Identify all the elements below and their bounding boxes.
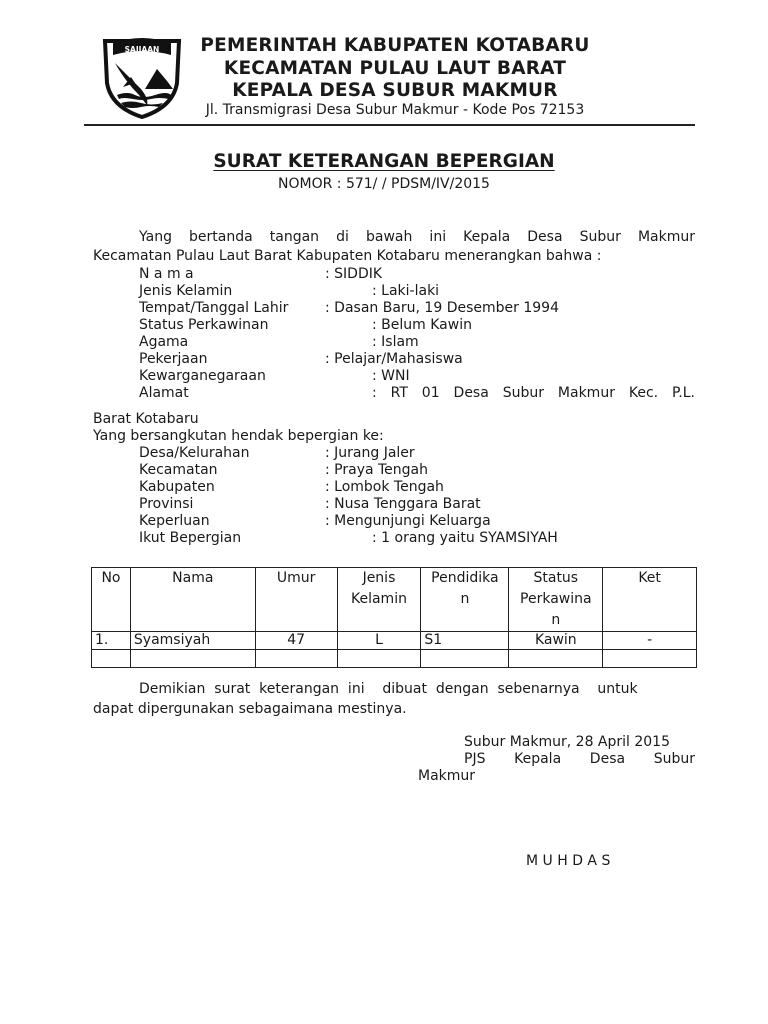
intro-line-1: Yang bertanda tangan di bawah ini Kepala Desa Subur Makmur [139,229,695,245]
table-header-cell: Umur [255,568,337,632]
table-row [92,650,697,668]
table-header-cell: Pendidika n [421,568,509,632]
person-label: Kewarganegaraan [139,368,266,384]
travel-value: : 1 orang yaitu SYAMSIYAH [372,530,558,546]
header-government: PEMERINTAH KABUPATEN KOTABARU [200,35,590,56]
person-label: N a m a [139,266,194,282]
person-value: : WNI [372,368,410,384]
header-rule [84,124,695,126]
table-cell: Kawin [509,632,603,650]
travel-value: : Lombok Tengah [325,479,444,495]
signature-place-date: Subur Makmur, 28 April 2015 [464,734,671,750]
person-value: : Dasan Baru, 19 Desember 1994 [325,300,559,316]
travel-label: Desa/Kelurahan [139,445,250,461]
intro-line-2: Kecamatan Pulau Laut Barat Kabupaten Kotabaru menerangkan bahwa : [93,248,602,264]
travel-label: Kecamatan [139,462,218,478]
table-cell: 47 [255,632,337,650]
person-label: Agama [139,334,189,350]
table-cell [603,650,697,668]
regency-logo [101,33,183,119]
table-header-cell: No [92,568,131,632]
person-value: : Belum Kawin [372,317,472,333]
person-value: : Islam [372,334,419,350]
person-value: : RT 01 Desa Subur Makmur Kec. P.L. [372,385,695,401]
travel-value: : Nusa Tenggara Barat [325,496,481,512]
travel-value: : Praya Tengah [325,462,429,478]
person-label: Status Perkawinan [139,317,269,333]
header-district: KECAMATAN PULAU LAUT BARAT [223,58,567,79]
document-number: NOMOR : 571/ / PDSM/IV/2015 [278,176,490,192]
signature-position-line-1: PJS Kepala Desa Subur [464,751,695,767]
signatory-name: M U H D A S [526,853,611,869]
table-cell [255,650,337,668]
person-label: Tempat/Tanggal Lahir [139,300,289,316]
header-village-head: KEPALA DESA SUBUR MAKMUR [232,80,558,101]
table-cell: 1. [92,632,131,650]
table-row [92,632,697,650]
table-cell: S1 [421,632,509,650]
document-title: SURAT KETERANGAN BEPERGIAN [213,151,555,172]
table-cell: - [603,632,697,650]
table-header-row [92,568,697,632]
travel-label: Provinsi [139,496,194,512]
travel-label: Ikut Bepergian [139,530,242,546]
logo-text: SAIJAAN [124,45,160,54]
table-cell [509,650,603,668]
person-label: Pekerjaan [139,351,208,367]
table-cell: L [337,632,421,650]
travel-intro: Yang bersangkutan hendak bepergian ke: [93,428,384,444]
table-cell [92,650,131,668]
table-cell [130,650,255,668]
table-cell: Syamsiyah [130,632,255,650]
closing-line-2: dapat dipergunakan sebagaimana mestinya. [93,701,407,717]
header-address: Jl. Transmigrasi Desa Subur Makmur - Kode Pos 72153 [205,102,585,118]
table-header-cell: Nama [130,568,255,632]
travel-value: : Jurang Jaler [325,445,415,461]
travel-label: Kabupaten [139,479,215,495]
travel-value: : Mengunjungi Keluarga [325,513,491,529]
signature-position-line-2: Makmur [418,768,476,784]
table-header-cell: Status Perkawina n [509,568,603,632]
table-cell [337,650,421,668]
table-header-cell: Jenis Kelamin [337,568,421,632]
person-label: Alamat [139,385,189,401]
companion-table [91,567,697,668]
table-cell [421,650,509,668]
table-header-cell: Ket [603,568,697,632]
person-label: Jenis Kelamin [139,283,233,299]
person-value: : Laki-laki [372,283,440,299]
travel-label: Keperluan [139,513,210,529]
person-value: : SIDDIK [325,266,383,282]
person-value: : Pelajar/Mahasiswa [325,351,463,367]
closing-line-1: Demikian surat keterangan ini dibuat dengan sebenarnya untuk [139,681,638,697]
address-continuation: Barat Kotabaru [93,411,199,427]
